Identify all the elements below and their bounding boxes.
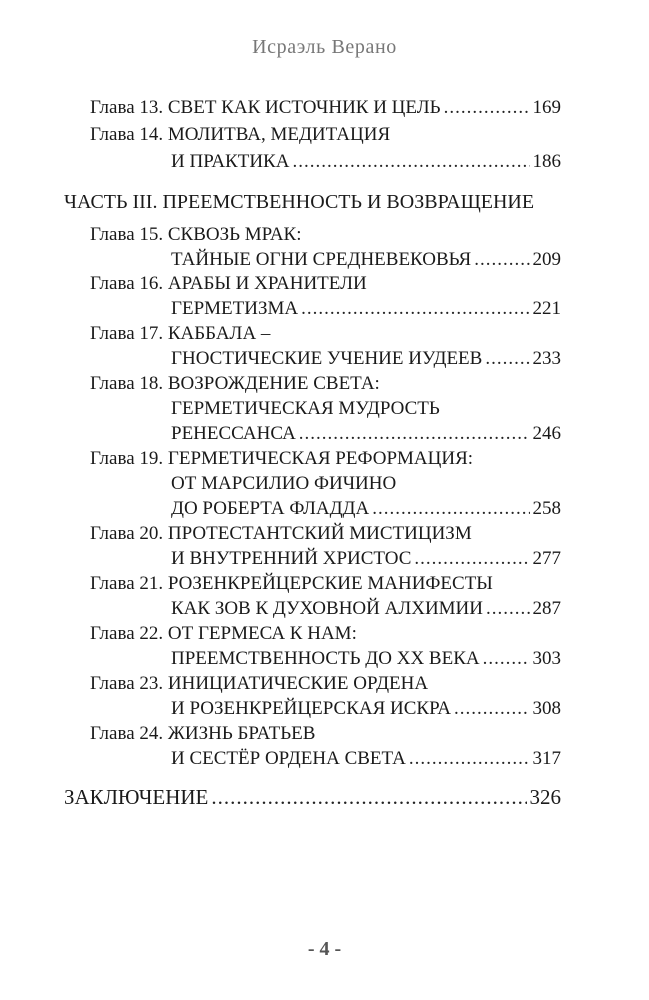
toc-entry-ch16-line2[interactable] bbox=[171, 296, 561, 322]
toc-entry-ch16-line1[interactable] bbox=[90, 271, 367, 297]
toc-entry-title: Глава 20. ПРОТЕСТАНТСКИЙ МИСТИЦИЗМ bbox=[90, 523, 472, 544]
toc-entry-ch24-line2[interactable] bbox=[171, 746, 561, 772]
toc-entry-title-cont: РЕНЕССАНСА bbox=[171, 423, 296, 444]
part-title: ЧАСТЬ III. ПРЕЕМСТВЕННОСТЬ И ВОЗВРАЩЕНИЕ bbox=[64, 191, 535, 213]
toc-entry-ch20-line2[interactable] bbox=[171, 546, 561, 572]
leader-dots bbox=[483, 646, 530, 672]
toc-page-number: 186 bbox=[532, 151, 561, 172]
leader-dots bbox=[454, 696, 530, 722]
toc-entry-title: Глава 19. ГЕРМЕТИЧЕСКАЯ РЕФОРМАЦИЯ: bbox=[90, 448, 474, 469]
toc-entry-ch20-line1[interactable] bbox=[90, 521, 472, 547]
toc-entry-title: Глава 23. ИНИЦИАТИЧЕСКИЕ ОРДЕНА bbox=[90, 673, 429, 694]
toc-page-number: 209 bbox=[532, 249, 561, 270]
toc-page-number: 258 bbox=[532, 498, 561, 519]
toc-entry-title: ЗАКЛЮЧЕНИЕ bbox=[64, 785, 209, 809]
toc-entry-title: Глава 13. СВЕТ КАК ИСТОЧНИК И ЦЕЛЬ bbox=[90, 97, 441, 118]
toc-entry-ch14-line2[interactable] bbox=[171, 149, 561, 175]
leader-dots bbox=[414, 546, 529, 572]
toc-entry-title-cont: И СЕСТЁР ОРДЕНА СВЕТА bbox=[171, 748, 406, 769]
toc-entry-ch23-line1[interactable] bbox=[90, 671, 428, 697]
page-number: - 4 - bbox=[307, 938, 342, 960]
toc-entry-title-cont: ТАЙНЫЕ ОГНИ СРЕДНЕВЕКОВЬЯ bbox=[171, 249, 472, 270]
leader-dots bbox=[292, 149, 529, 175]
toc-entry-ch23-line2[interactable] bbox=[171, 696, 561, 722]
toc-page-number: 246 bbox=[532, 423, 561, 444]
leader-dots bbox=[372, 496, 529, 522]
toc-page-number: 277 bbox=[532, 548, 561, 569]
toc-entry-ch22-line2[interactable] bbox=[171, 646, 561, 672]
toc-entry-title: Глава 16. АРАБЫ И ХРАНИТЕЛИ bbox=[90, 273, 367, 294]
toc-entry-title-cont: ГЕРМЕТИЗМА bbox=[171, 298, 299, 319]
toc-entry-ch13[interactable] bbox=[90, 95, 561, 121]
toc-page-number: 287 bbox=[532, 598, 561, 619]
toc-entry-title-cont: ГНОСТИЧЕСКИЕ УЧЕНИЕ ИУДЕЕВ bbox=[171, 348, 483, 369]
leader-dots bbox=[211, 784, 526, 810]
toc-entry-ch15-line1[interactable] bbox=[90, 222, 302, 248]
leader-dots bbox=[299, 421, 530, 447]
leader-dots bbox=[444, 95, 530, 121]
toc-entry-ch19-line2[interactable] bbox=[171, 471, 396, 497]
toc-entry-ch18-line2[interactable] bbox=[171, 396, 440, 422]
toc-entry-title: Глава 15. СКВОЗЬ МРАК: bbox=[90, 224, 302, 245]
toc-entry-ch19-line1[interactable] bbox=[90, 446, 473, 472]
toc-entry-ch24-line1[interactable] bbox=[90, 721, 315, 747]
leader-dots bbox=[301, 296, 529, 322]
toc-entry-title: Глава 24. ЖИЗНЬ БРАТЬЕВ bbox=[90, 723, 316, 744]
toc-entry-title-cont: ПРЕЕМСТВЕННОСТЬ ДО XX ВЕКА bbox=[171, 648, 480, 669]
toc-entry-ch14-line1[interactable] bbox=[90, 122, 390, 148]
toc-entry-title: Глава 18. ВОЗРОЖДЕНИЕ СВЕТА: bbox=[90, 373, 380, 394]
toc-page-number: 233 bbox=[532, 348, 561, 369]
toc-entry-ch17-line2[interactable] bbox=[171, 346, 561, 372]
running-head: Исраэль Верано bbox=[252, 36, 397, 58]
toc-page-number: 303 bbox=[532, 648, 561, 669]
leader-dots bbox=[474, 247, 529, 273]
toc-entry-title-cont: ДО РОБЕРТА ФЛАДДА bbox=[171, 498, 370, 519]
toc-entry-title-cont: КАК ЗОВ К ДУХОВНОЙ АЛХИМИИ bbox=[171, 598, 483, 619]
toc-page-number: 169 bbox=[532, 97, 561, 118]
toc-entry-title: Глава 17. КАББАЛА – bbox=[90, 323, 271, 344]
toc-part-heading[interactable] bbox=[64, 189, 534, 215]
toc-entry-ch21-line1[interactable] bbox=[90, 571, 493, 597]
toc-entry-title-cont: И РОЗЕНКРЕЙЦЕРСКАЯ ИСКРА bbox=[171, 698, 451, 719]
toc-entry-title: Глава 14. МОЛИТВА, МЕДИТАЦИЯ bbox=[90, 124, 391, 145]
toc-entry-title-cont: ОТ МАРСИЛИО ФИЧИНО bbox=[171, 473, 397, 494]
leader-dots bbox=[486, 596, 530, 622]
leader-dots bbox=[409, 746, 530, 772]
toc-page-number: 308 bbox=[532, 698, 561, 719]
toc-entry-ch18-line3[interactable] bbox=[171, 421, 561, 447]
toc-entry-title: Глава 21. РОЗЕНКРЕЙЦЕРСКИЕ МАНИФЕСТЫ bbox=[90, 573, 493, 594]
toc-page-number: 326 bbox=[529, 785, 561, 809]
toc-entry-ch22-line1[interactable] bbox=[90, 621, 357, 647]
toc-entry-ch18-line1[interactable] bbox=[90, 371, 380, 397]
toc-entry-title: Глава 22. ОТ ГЕРМЕСА К НАМ: bbox=[90, 623, 357, 644]
toc-entry-title-cont: ГЕРМЕТИЧЕСКАЯ МУДРОСТЬ bbox=[171, 398, 440, 419]
toc-entry-ch21-line2[interactable] bbox=[171, 596, 561, 622]
leader-dots bbox=[485, 346, 529, 372]
toc-page-number: 221 bbox=[532, 298, 561, 319]
toc-entry-conclusion[interactable] bbox=[64, 784, 561, 810]
toc-entry-title-cont: И ВНУТРЕННИЙ ХРИСТОС bbox=[171, 548, 412, 569]
toc-entry-ch19-line3[interactable] bbox=[171, 496, 561, 522]
toc-entry-ch17-line1[interactable] bbox=[90, 321, 270, 347]
toc-entry-ch15-line2[interactable] bbox=[171, 247, 561, 273]
toc-entry-title-cont: И ПРАКТИКА bbox=[171, 151, 290, 172]
toc-page-number: 317 bbox=[532, 748, 561, 769]
